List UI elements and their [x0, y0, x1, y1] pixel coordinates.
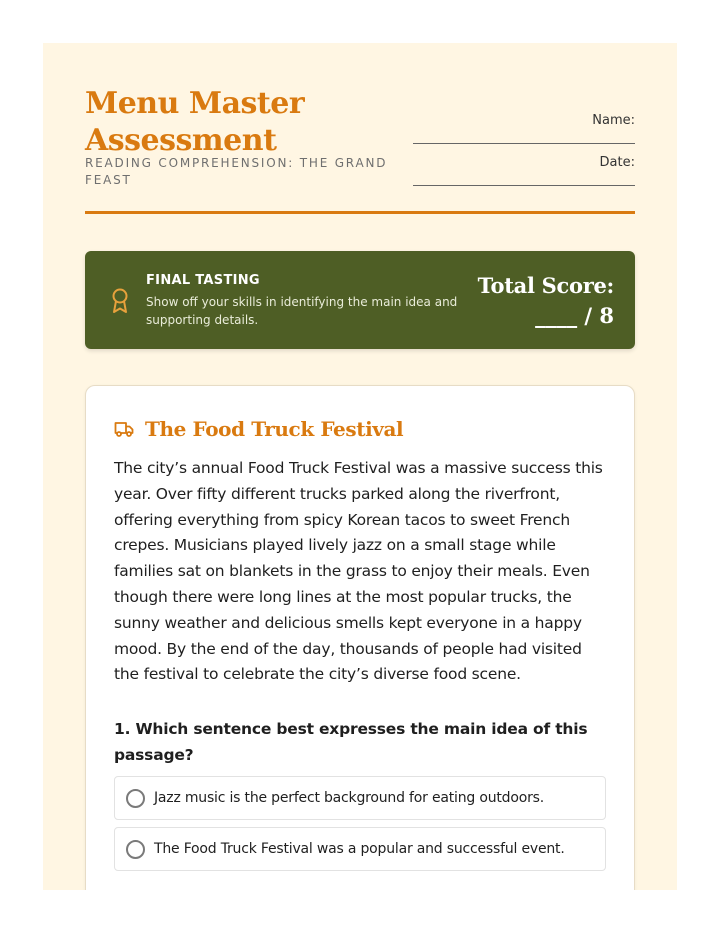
name-field[interactable] [413, 113, 635, 144]
worksheet-page [43, 43, 677, 890]
score-total: / 8 [584, 303, 614, 328]
question-1-text: 1. Which sentence best expresses the main idea of this passage? [114, 720, 588, 764]
final-tasting-banner [85, 251, 635, 349]
passage-title: The Food Truck Festival [145, 417, 404, 441]
passage-card [85, 385, 635, 890]
date-label: Date: [599, 155, 635, 170]
worksheet-header [85, 83, 635, 213]
radio-button[interactable] [126, 789, 145, 808]
passage-text: The city’s annual Food Truck Festival was a massive success this year. Over fifty different trucks parked along the riverfront, offering everything from spicy Korean tacos to sweet French crepes. Musicians played lively jazz on a small stage while families sat on blankets in the grass to enjoy their meals. Even though there were long lines at the most popular trucks, the sunny weather and delicious smells kept everyone in a happy mood. By the end of the day, thousands of people had visited the festival to celebrate the city’s diverse food scene. [114, 459, 603, 684]
banner-heading: FINAL TASTING [146, 273, 260, 288]
page-title: Menu Master Assessment [85, 86, 305, 158]
name-label: Name: [592, 113, 635, 128]
answer-option-a[interactable] [114, 776, 606, 820]
award-ribbon-icon [109, 287, 131, 315]
score-label: Total Score: [477, 273, 614, 298]
total-score [478, 271, 614, 331]
score-line [478, 301, 614, 331]
score-blank[interactable]: ____ [535, 303, 578, 328]
page-subtitle: READING COMPREHENSION: THE GRAND FEAST [85, 156, 388, 187]
answer-option-b[interactable] [114, 827, 606, 871]
truck-icon [114, 420, 134, 438]
date-field[interactable] [413, 155, 635, 186]
radio-button[interactable] [126, 840, 145, 859]
answer-option-label: The Food Truck Festival was a popular and successful event. [154, 841, 565, 857]
answer-option-label: Jazz music is the perfect background for eating outdoors. [154, 790, 544, 806]
header-divider [85, 211, 635, 214]
banner-description: Show off your skills in identifying the main idea and supporting details. [146, 295, 458, 327]
